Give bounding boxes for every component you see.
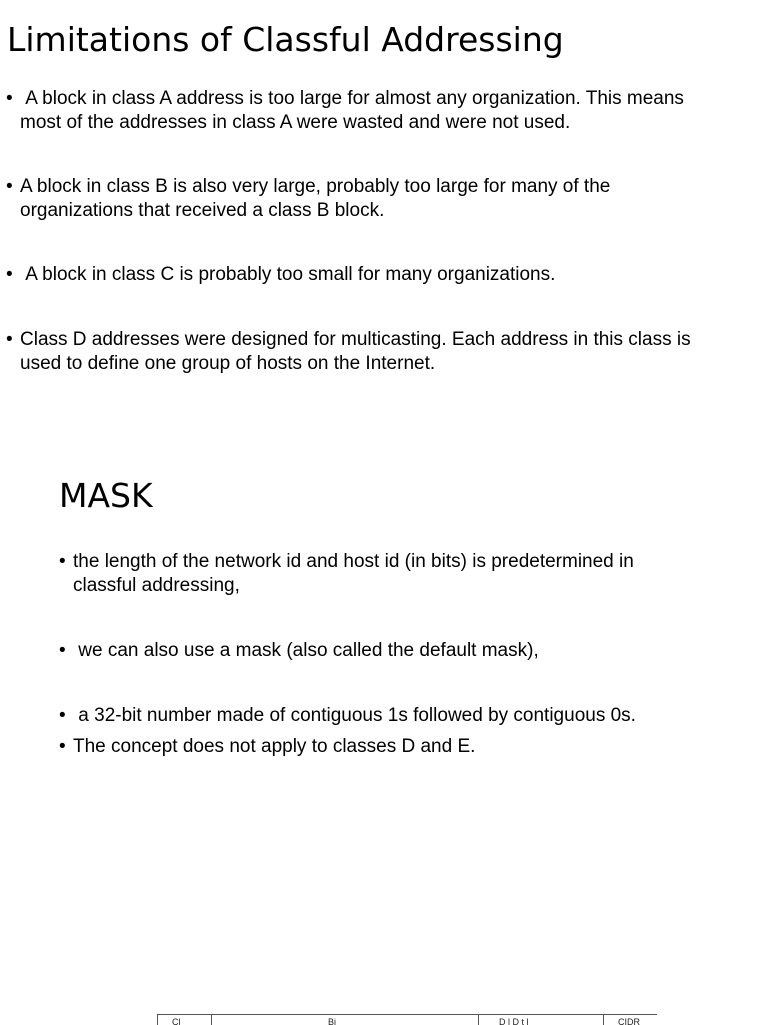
address-class-table xyxy=(157,1014,657,1025)
bullet-dot: • xyxy=(6,329,13,350)
list-item-text: The concept does not apply to classes D and E. xyxy=(73,736,476,757)
list-item-text: A block in class B is also very large, probably too large for many of the organizations that received a class B block. xyxy=(20,176,611,221)
bullet-dot: • xyxy=(6,264,13,285)
bullet-dot: • xyxy=(59,705,66,726)
list-item-text: A block in class A address is too large for almost any organization. This means most of the addresses in class A were wasted and were not used. xyxy=(20,88,684,133)
list-item xyxy=(59,735,475,759)
list-item-text: Class D addresses were designed for multicasting. Each address in this class is used to define one group of hosts on the Internet. xyxy=(20,329,691,374)
bullet-dot: • xyxy=(59,640,66,661)
list-item-text: a 32-bit number made of contiguous 1s followed by contiguous 0s. xyxy=(73,705,636,726)
table-header-text: Bi xyxy=(328,1017,337,1025)
table-header-text: D l D t l xyxy=(499,1017,529,1025)
table-header-text: CIDR xyxy=(618,1017,640,1025)
list-item xyxy=(6,263,555,287)
section-title-mask: MASK xyxy=(59,476,153,515)
list-item-text: we can also use a mask (also called the default mask), xyxy=(73,640,539,661)
bullet-dot: • xyxy=(6,176,13,197)
list-item xyxy=(6,175,610,223)
slide-title: Limitations of Classful Addressing xyxy=(7,20,564,59)
bullet-dot: • xyxy=(6,88,13,109)
list-item xyxy=(6,87,684,135)
list-item xyxy=(59,639,539,663)
list-item-text: the length of the network id and host id (in bits) is predetermined in classful addressing, xyxy=(73,551,634,596)
list-item-text: A block in class C is probably too small for many organizations. xyxy=(20,264,556,285)
bullet-dot: • xyxy=(59,551,66,572)
list-item xyxy=(59,704,636,728)
bullet-dot: • xyxy=(59,736,66,757)
table-header-text: Cl xyxy=(172,1017,181,1025)
list-item xyxy=(59,550,634,598)
list-item xyxy=(6,328,691,376)
